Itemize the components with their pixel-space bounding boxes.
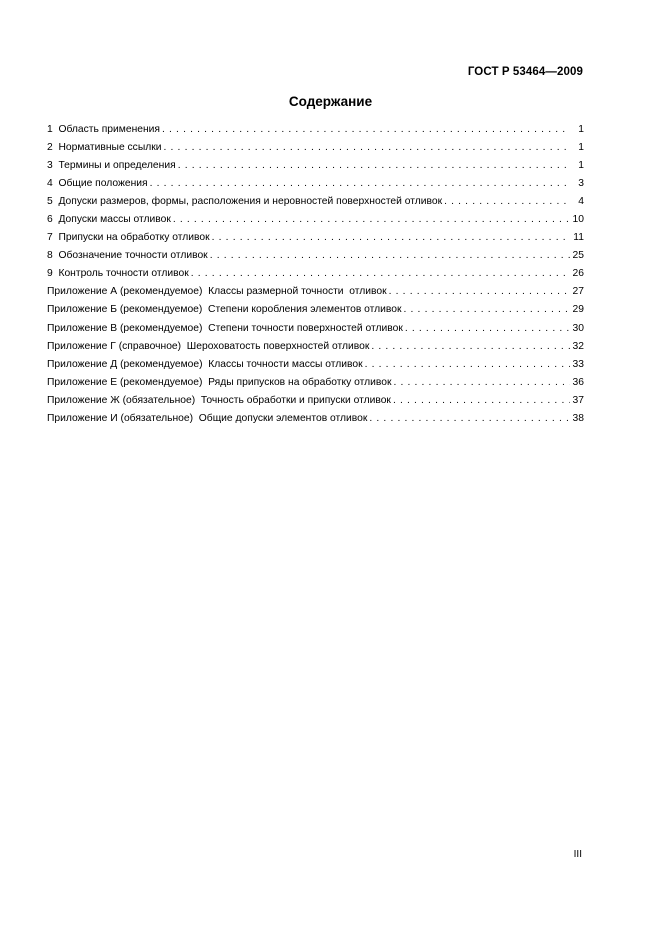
toc-entry-appendix-v[interactable] (47, 320, 584, 338)
toc-entry-label: 3 Термины и определения (47, 160, 176, 172)
toc-entry-appendix-zh[interactable] (47, 392, 584, 410)
toc-entry-label: 7 Припуски на обработку отливок (47, 232, 210, 244)
toc-entry-label: 4 Общие положения (47, 178, 148, 190)
toc-entry-label: 1 Область применения (47, 124, 161, 135)
toc-entry-appendix-e[interactable] (47, 374, 584, 392)
toc-entry-label: Приложение Ж (обязательное) Точность обработки и припуски отливок (47, 394, 391, 406)
toc-entry-label: Приложение Д (рекомендуемое) Классы точности массы отливок (47, 358, 363, 370)
toc-dot-leader (404, 301, 570, 319)
toc-entry-page: 3 (578, 178, 584, 190)
toc-entry-label: 8 Обозначение точности отливок (47, 250, 208, 262)
toc-entry-label: Приложение И (обязательное) Общие допуски элементов отливок (47, 412, 368, 424)
toc-dot-leader (173, 211, 570, 229)
toc-entry-page: 37 (572, 394, 584, 406)
toc-dot-leader (150, 175, 570, 193)
toc-dot-leader (365, 356, 570, 374)
toc-entry-label: Приложение А (рекомендуемое) Классы размерной точности отливок (47, 286, 387, 298)
toc-entry-page: 36 (572, 376, 584, 388)
toc-entry-4[interactable] (47, 175, 584, 193)
toc-dot-leader (405, 320, 570, 338)
toc-entry-appendix-i[interactable] (47, 410, 584, 428)
toc-entry-page: 4 (578, 196, 584, 208)
toc-entry-page: 1 (578, 160, 584, 172)
toc-entry-label: 5 Допуски размеров, формы, расположения и неровностей поверхностей отливок (47, 196, 443, 208)
toc-dot-leader (371, 338, 570, 356)
table-of-contents (47, 121, 584, 428)
toc-entry-3[interactable] (47, 157, 584, 175)
toc-dot-leader (444, 193, 570, 211)
toc-dot-leader (191, 265, 570, 283)
toc-entry-label: Приложение Г (справочное) Шероховатость поверхностей отливок (47, 340, 370, 352)
toc-entry-appendix-g[interactable] (47, 338, 584, 356)
toc-entry-page: 32 (572, 340, 584, 352)
toc-dot-leader (393, 392, 570, 410)
toc-entry-label: 9 Контроль точности отливок (47, 268, 189, 280)
toc-entry-9[interactable] (47, 265, 584, 283)
toc-entry-2[interactable] (47, 139, 584, 157)
toc-dot-leader (210, 247, 570, 265)
toc-entry-label: 6 Допуски массы отливок (47, 214, 171, 226)
toc-entry-7[interactable] (47, 229, 584, 247)
toc-entry-8[interactable] (47, 247, 584, 265)
toc-title: Содержание (288, 94, 373, 109)
toc-entry-1[interactable] (47, 121, 584, 139)
toc-dot-leader (162, 121, 570, 139)
document-code: ГОСТ Р 53464—2009 (467, 66, 583, 78)
toc-dot-leader (164, 139, 571, 157)
toc-entry-6[interactable] (47, 211, 584, 229)
toc-entry-page: 29 (572, 304, 584, 316)
toc-entry-page: 26 (572, 268, 584, 280)
toc-entry-label: Приложение В (рекомендуемое) Степени точности поверхностей отливок (47, 322, 403, 334)
toc-entry-appendix-a[interactable] (47, 283, 584, 301)
toc-entry-label: Приложение Б (рекомендуемое) Степени коробления элементов отливок (47, 304, 402, 316)
toc-entry-label: Приложение Е (рекомендуемое) Ряды припусков на обработку отливок (47, 376, 392, 388)
toc-entry-page: 1 (578, 124, 584, 135)
toc-entry-page: 38 (572, 412, 584, 424)
toc-entry-page: 11 (573, 232, 584, 244)
toc-dot-leader (389, 283, 570, 301)
toc-dot-leader (369, 410, 570, 428)
toc-entry-label: 2 Нормативные ссылки (47, 142, 162, 154)
toc-dot-leader (212, 229, 570, 247)
page-number: III (573, 849, 582, 860)
toc-entry-5[interactable] (47, 193, 584, 211)
toc-entry-page: 25 (572, 250, 584, 262)
toc-entry-page: 30 (572, 322, 584, 334)
toc-dot-leader (393, 374, 570, 392)
toc-entry-appendix-b[interactable] (47, 301, 584, 319)
toc-dot-leader (178, 157, 570, 175)
toc-entry-page: 27 (572, 286, 584, 298)
toc-entry-appendix-d[interactable] (47, 356, 584, 374)
toc-entry-page: 33 (572, 358, 584, 370)
toc-entry-page: 1 (578, 142, 584, 154)
toc-entry-page: 10 (572, 214, 584, 226)
